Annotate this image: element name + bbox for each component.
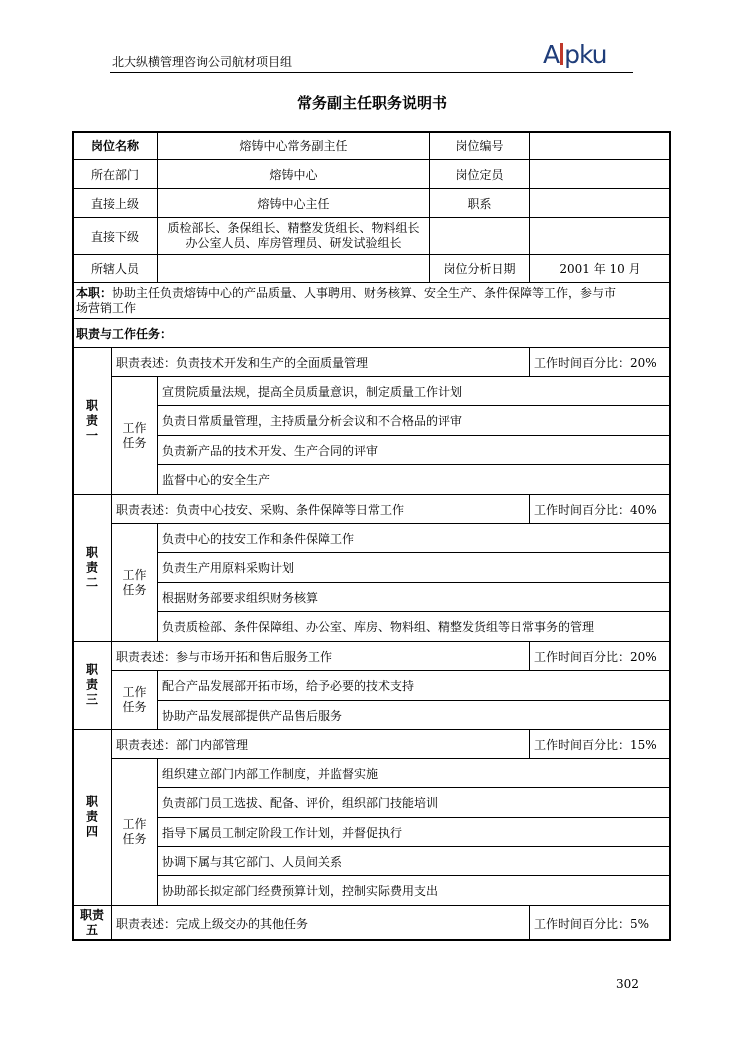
duty-4-task-label: 工作 任务 bbox=[111, 758, 158, 906]
duty-1-task-3: 负责新产品的技术开发、生产合同的评审 bbox=[157, 435, 671, 465]
duty-1-task-1: 宣贯院质量法规，提高全员质量意识，制定质量工作计划 bbox=[157, 376, 671, 406]
duty-2-task-2: 负责生产用原料采购计划 bbox=[157, 552, 671, 583]
duty-3-task-1: 配合产品发展部开拓市场，给予必要的技术支持 bbox=[157, 670, 671, 701]
summary-label: 本职： bbox=[76, 286, 113, 300]
duty-1-task-label: 工作 任务 bbox=[111, 376, 158, 495]
header-org: 北大纵横管理咨询公司航材项目组 bbox=[112, 55, 293, 69]
pos-name-value: 熔铸中心常务副主任 bbox=[157, 131, 430, 160]
duty-3-task-2: 协助产品发展部提供产品售后服务 bbox=[157, 700, 671, 730]
analysis-date-value: 2001 年 10 月 bbox=[529, 254, 671, 283]
duty-2-task-4: 负责质检部、条件保障组、办公室、库房、物料组、精整发货组等日常事务的管理 bbox=[157, 611, 671, 642]
duty-1-task-4: 监督中心的安全生产 bbox=[157, 464, 671, 495]
blank-cell bbox=[529, 217, 671, 255]
duty-3-desc: 职责表述：参与市场开拓和售后服务工作 bbox=[111, 641, 530, 671]
summary-text-2: 场营销工作 bbox=[76, 301, 137, 315]
subordinate-line-1: 质检部长、条保组长、精整发货组长、物料组长 bbox=[167, 221, 420, 235]
grade-value bbox=[529, 188, 671, 218]
duty-1-desc: 职责表述：负责技术开发和生产的全面质量管理 bbox=[111, 347, 530, 377]
duty-2-task-label: 工作 任务 bbox=[111, 523, 158, 642]
duty-2-label: 职责二 bbox=[72, 494, 112, 642]
duty-2-time: 工作时间百分比：40% bbox=[529, 494, 671, 524]
duty-2-desc: 职责表述：负责中心技安、采购、条件保障等日常工作 bbox=[111, 494, 530, 524]
summary-row bbox=[72, 282, 671, 319]
duties-header: 职责与工作任务： bbox=[72, 318, 671, 348]
dept-value: 熔铸中心 bbox=[157, 159, 430, 189]
duty-2-task-3: 根据财务部要求组织财务核算 bbox=[157, 582, 671, 612]
duty-1-time: 工作时间百分比：20% bbox=[529, 347, 671, 377]
duty-5-label: 职责 五 bbox=[72, 905, 112, 941]
subordinate-value bbox=[157, 217, 430, 255]
duty-4-desc: 职责表述：部门内部管理 bbox=[111, 729, 530, 759]
duty-2-task-1: 负责中心的技安工作和条件保障工作 bbox=[157, 523, 671, 553]
pos-id-value bbox=[529, 131, 671, 160]
duty-4-task-5: 协助部长拟定部门经费预算计划，控制实际费用支出 bbox=[157, 875, 671, 906]
jurisdiction-value bbox=[157, 254, 430, 283]
dept-label: 所在部门 bbox=[72, 159, 158, 189]
duty-4-label: 职责四 bbox=[72, 729, 112, 906]
jurisdiction-label: 所辖人员 bbox=[72, 254, 158, 283]
duty-3-label: 职责三 bbox=[72, 641, 112, 730]
summary-text-1: 协助主任负责熔铸中心的产品质量、人事聘用、财务核算、安全生产、条件保障等工作，参与市 bbox=[112, 286, 617, 300]
blank-cell bbox=[429, 217, 530, 255]
duty-5-desc: 职责表述：完成上级交办的其他任务 bbox=[111, 905, 530, 941]
superior-label: 直接上级 bbox=[72, 188, 158, 218]
document-title: 常务副主任职务说明书 bbox=[296, 94, 447, 112]
duty-1-task-2: 负责日常质量管理，主持质量分析会议和不合格品的评审 bbox=[157, 405, 671, 436]
subordinate-line-2: 办公室人员、库房管理员、研发试验组长 bbox=[185, 236, 402, 250]
duty-4-task-4: 协调下属与其它部门、人员间关系 bbox=[157, 846, 671, 876]
staff-label: 岗位定员 bbox=[429, 159, 530, 189]
duty-4-time: 工作时间百分比：15% bbox=[529, 729, 671, 759]
duty-1-label: 职责一 bbox=[72, 347, 112, 495]
duty-4-task-3: 指导下属员工制定阶段工作计划，并督促执行 bbox=[157, 817, 671, 847]
duty-4-task-1: 组织建立部门内部工作制度，并监督实施 bbox=[157, 758, 671, 788]
staff-value bbox=[529, 159, 671, 189]
duty-5-time: 工作时间百分比：5% bbox=[529, 905, 671, 941]
duty-3-time: 工作时间百分比：20% bbox=[529, 641, 671, 671]
pos-name-label: 岗位名称 bbox=[72, 131, 158, 160]
duty-4-task-2: 负责部门员工选拔、配备、评价，组织部门技能培训 bbox=[157, 787, 671, 818]
header-divider bbox=[110, 72, 633, 73]
analysis-date-label: 岗位分析日期 bbox=[429, 254, 530, 283]
superior-value: 熔铸中心主任 bbox=[157, 188, 430, 218]
duty-3-task-label: 工作 任务 bbox=[111, 670, 158, 730]
grade-label: 职系 bbox=[429, 188, 530, 218]
subordinate-label: 直接下级 bbox=[72, 217, 158, 255]
company-logo: A pku bbox=[543, 40, 607, 69]
page-number: 302 bbox=[616, 977, 639, 991]
pos-id-label: 岗位编号 bbox=[429, 131, 530, 160]
